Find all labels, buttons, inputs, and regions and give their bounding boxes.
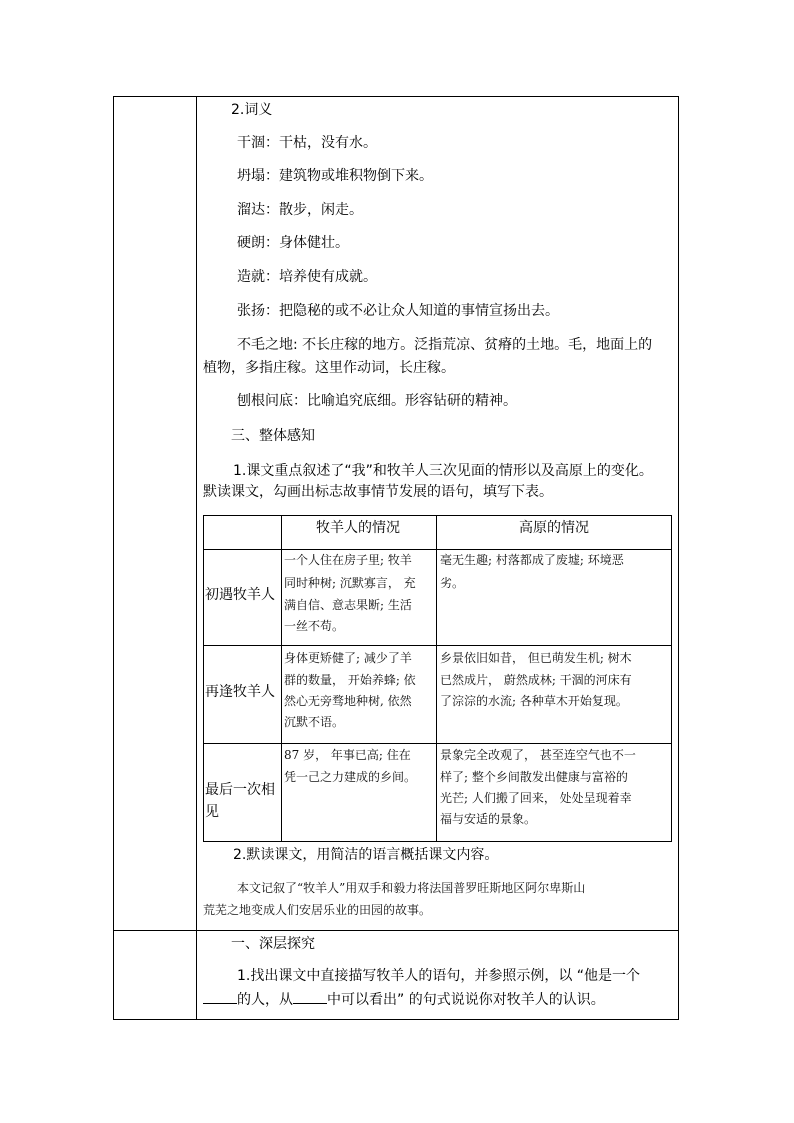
section-heading-deep: 一、深层探究 bbox=[231, 936, 315, 952]
table-row-label: 见 bbox=[205, 804, 219, 820]
table-cell-text: 一个人住在房子里; 牧羊 bbox=[284, 553, 412, 567]
table-cell-text: 了淙淙的水流; 各种草木开始复现。 bbox=[440, 694, 628, 708]
task3-line2 bbox=[203, 989, 605, 1010]
vocab-item: 溜达：散步，闲走。 bbox=[237, 202, 363, 218]
plot-table-col-divider bbox=[436, 515, 437, 842]
vocab-item-paogen: 刨根问底：比喻追究底细。形容钻研的精神。 bbox=[237, 393, 517, 409]
vocab-item: 干涸：干枯，没有水。 bbox=[237, 135, 377, 151]
plot-table-row-divider bbox=[203, 645, 672, 646]
table-cell-text: 一丝不苟。 bbox=[284, 619, 345, 633]
answer-blank[interactable] bbox=[203, 989, 237, 1004]
table-cell-text: 群的数量， 开始养蜂; 依 bbox=[284, 673, 416, 687]
table-header-plateau: 高原的情况 bbox=[519, 520, 589, 536]
table-cell-text: 样了; 整个乡间散发出健康与富裕的 bbox=[440, 770, 628, 784]
table-cell-text: 劣。 bbox=[440, 576, 465, 590]
column-divider bbox=[196, 96, 197, 1020]
vocab-item: 张扬：把隐秘的或不必让众人知道的事情宣扬出去。 bbox=[237, 303, 559, 319]
table-row-label: 再逢牧羊人 bbox=[205, 684, 275, 700]
table-cell-text: 87 岁， 年事已高; 住在 bbox=[284, 748, 411, 762]
table-cell-text: 然心无旁骛地种树, 依然 bbox=[284, 694, 412, 708]
table-cell-text: 光芒; 人们搬了回来， 处处呈现着幸 bbox=[440, 791, 632, 805]
vocab-heading: 2.词义 bbox=[231, 102, 273, 118]
plot-table-row-divider bbox=[203, 549, 672, 550]
vocab-item: 硬朗：身体健壮。 bbox=[237, 235, 349, 251]
task3-line1: 1.找出课文中直接描写牧羊人的语句，并参照示例，以 “他是一个 bbox=[237, 968, 641, 984]
task3-segment: 中可以看出” 的句式说说你对牧羊人的认识。 bbox=[327, 992, 605, 1008]
table-cell-text: 满自信、意志果断; 生活 bbox=[284, 598, 412, 612]
plot-table-row-divider bbox=[203, 743, 672, 744]
table-cell-text: 已然成片， 蔚然成林; 干涸的河床有 bbox=[440, 673, 632, 687]
task2: 2.默读课文，用简洁的语言概括课文内容。 bbox=[233, 847, 499, 863]
table-cell-text: 身体更矫健了; 减少了羊 bbox=[284, 651, 412, 665]
summary-line2: 荒芜之地变成人们安居乐业的田园的故事。 bbox=[203, 903, 432, 917]
table-cell-text: 毫无生趣; 村落都成了废墟; 环境恶 bbox=[440, 553, 624, 567]
table-row-label: 最后一次相 bbox=[205, 782, 275, 798]
row-divider bbox=[113, 930, 679, 931]
task3-segment: 的人，从 bbox=[237, 992, 293, 1008]
section-heading-overall: 三、整体感知 bbox=[231, 428, 315, 444]
table-cell-text: 乡景依旧如昔， 但已萌发生机; 树木 bbox=[440, 651, 632, 665]
table-cell-text: 福与安适的景象。 bbox=[440, 812, 537, 826]
table-header-shepherd: 牧羊人的情况 bbox=[316, 520, 400, 536]
summary-line1: 本文记叙了“牧羊人”用双手和毅力将法国普罗旺斯地区阿尔卑斯山 bbox=[237, 881, 586, 895]
plot-table-col-divider bbox=[281, 515, 282, 842]
vocab-item-bumao-line1: 不毛之地: 不长庄稼的地方。泛指荒凉、贫瘠的土地。毛，地面上的 bbox=[237, 337, 653, 353]
vocab-item: 坍塌：建筑物或堆积物倒下来。 bbox=[237, 168, 433, 184]
table-cell-text: 凭一己之力建成的乡间。 bbox=[284, 770, 417, 784]
task1-line2: 默读课文，勾画出标志故事情节发展的语句，填写下表。 bbox=[203, 484, 553, 500]
table-cell-text: 沉默不语。 bbox=[284, 715, 345, 729]
table-cell-text: 同时种树; 沉默寡言， 充 bbox=[284, 576, 416, 590]
table-cell-text: 景象完全改观了， 甚至连空气也不一 bbox=[440, 748, 636, 762]
vocab-item: 造就：培养使有成就。 bbox=[237, 269, 377, 285]
task1-line1: 1.课文重点叙述了“我”和牧羊人三次见面的情形以及高原上的变化。 bbox=[233, 463, 653, 479]
table-row-label: 初遇牧羊人 bbox=[205, 587, 275, 603]
answer-blank[interactable] bbox=[293, 989, 327, 1004]
vocab-item-bumao-line2: 植物，多指庄稼。这里作动词，长庄稼。 bbox=[203, 360, 455, 376]
